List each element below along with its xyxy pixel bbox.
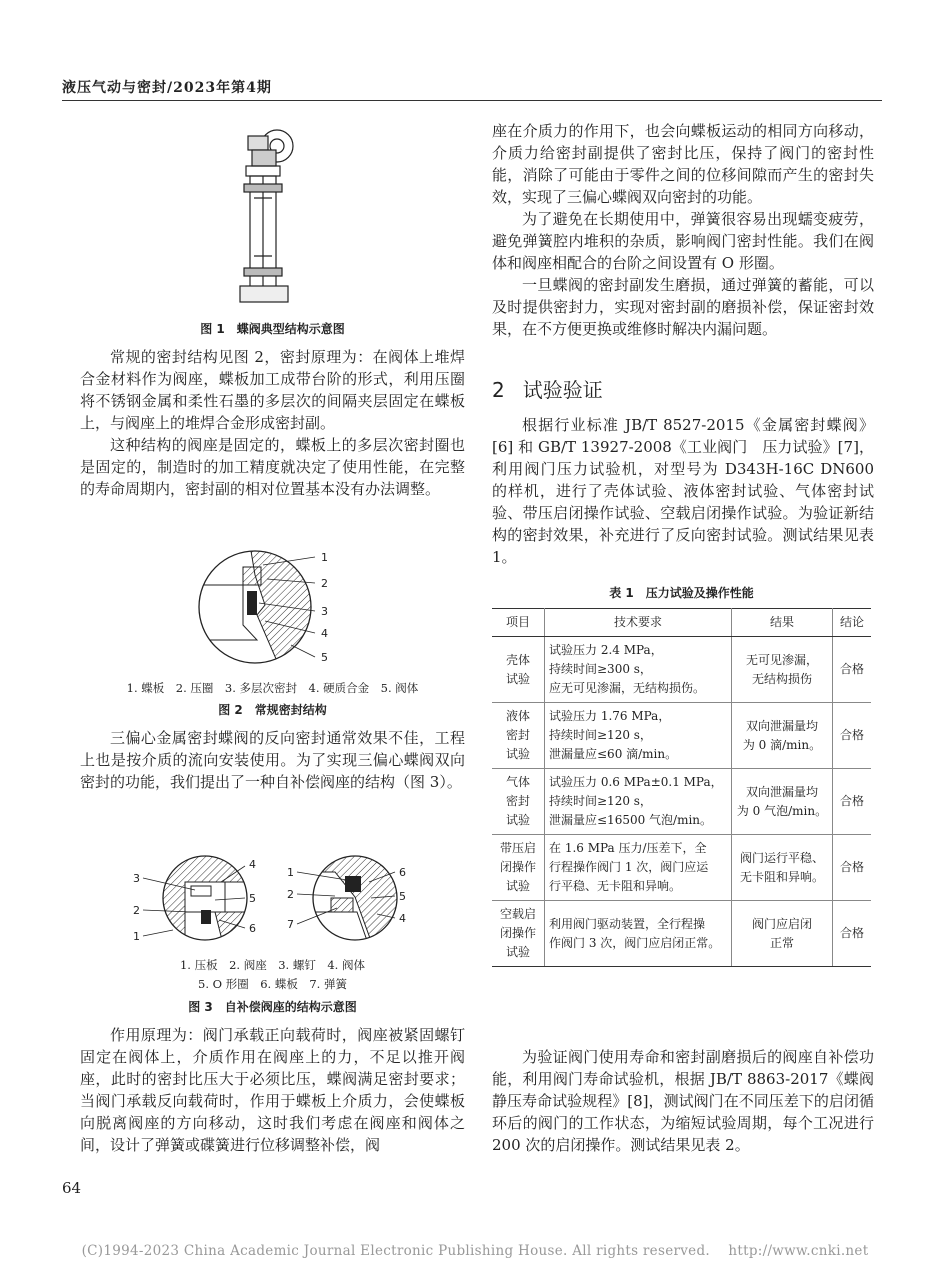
table-cell-item: 空载启 闭操作 试验 (492, 901, 545, 967)
figure2-label: 5 (321, 651, 328, 664)
table-cell-requirement: 试验压力 1.76 MPa， 持续时间≥120 s， 泄漏量应≤60 滴/min。 (545, 703, 732, 769)
journal-header: 液压气动与密封/2023年第4期 (62, 80, 272, 96)
table-cell-result: 双向泄漏量均 为 0 滴/min。 (732, 703, 833, 769)
table-header-cell: 项目 (492, 609, 545, 637)
table-header-cell: 结果 (732, 609, 833, 637)
table-cell-conclusion: 合格 (833, 637, 872, 703)
table-cell-requirement: 试验压力 0.6 MPa±0.1 MPa， 持续时间≥120 s， 泄漏量应≤16500 气泡/min。 (545, 769, 732, 835)
table-row (492, 835, 871, 901)
figure1-caption: 图 1 蝶阀典型结构示意图 (200, 322, 345, 336)
figure3-label: 5 (399, 890, 406, 903)
figure3-label: 5 (249, 892, 256, 905)
figure2-seal-drawing (195, 545, 355, 675)
figure3-label: 1 (133, 930, 140, 943)
figure3-label: 6 (249, 922, 256, 935)
figure2-caption: 图 2 常规密封结构 (218, 703, 327, 717)
table-cell-result: 双向泄漏量均 为 0 气泡/min。 (732, 769, 833, 835)
right-paragraph-2: 为了避免在长期使用中，弹簧很容易出现蠕变疲劳，避免弹簧腔内堆积的杂质，影响阀门密封性能。我们在阀体和阀座相配合的台阶之间设置有 O 形圈。 (492, 210, 874, 272)
figure3-caption: 图 3 自补偿阀座的结构示意图 (188, 1000, 357, 1014)
table-cell-conclusion: 合格 (833, 703, 872, 769)
header-rule (62, 100, 882, 101)
table1-caption: 表 1 压力试验及操作性能 (609, 586, 754, 600)
table-cell-item: 壳体 试验 (492, 637, 545, 703)
figure3-label: 1 (287, 866, 294, 879)
table-cell-item: 液体 密封 试验 (492, 703, 545, 769)
right-paragraph-3: 一旦蝶阀的密封副发生磨损，通过弹簧的蓄能，可以及时提供密封力，实现对密封副的磨损补偿，保证密封效果，在不方便更换或维修时解决内漏问题。 (492, 276, 874, 338)
table-cell-requirement: 试验压力 2.4 MPa， 持续时间≥300 s， 应无可见渗漏，无结构损伤。 (545, 637, 732, 703)
table-row (492, 637, 871, 703)
table1 (492, 608, 871, 967)
figure2-label: 2 (321, 577, 328, 590)
section-title: 试验验证 (522, 378, 603, 402)
figure3-label: 4 (249, 858, 256, 871)
figure2-legend: 1. 蝶板 2. 压圈 3. 多层次密封 4. 硬质合金 5. 阀体 (126, 681, 419, 695)
section-number: 2 (492, 378, 505, 402)
table-cell-result: 阀门应启闭 正常 (732, 901, 833, 967)
figure2-label: 3 (321, 605, 328, 618)
table-header-row (492, 609, 871, 637)
table-cell-result: 阀门运行平稳、 无卡阻和异响。 (732, 835, 833, 901)
table-cell-conclusion: 合格 (833, 901, 872, 967)
figure1-valve-drawing (230, 128, 310, 308)
right-paragraph-1: 座在介质力的作用下，也会向蝶板运动的相同方向移动，介质力给密封副提供了密封比压，保持了阀门的密封性能，消除了可能由于零件之间的位移间隙而产生的密封失效，实现了三偏心蝶阀双向密封的功能。 (492, 122, 874, 206)
left-paragraph-2: 这种结构的阀座是固定的，蝶板上的多层次密封圈也是固定的，制造时的加工精度就决定了使用性能，在完整的寿命周期内，密封副的相对位置基本没有办法调整。 (80, 436, 465, 498)
table-cell-item: 带压启 闭操作 试验 (492, 835, 545, 901)
section-heading (492, 374, 621, 403)
table-row (492, 769, 871, 835)
table-header-cell: 结论 (833, 609, 872, 637)
figure3-label: 3 (133, 872, 140, 885)
table-cell-requirement: 在 1.6 MPa 压力/压差下，全 行程操作阀门 1 次，阀门应运 行平稳、无卡阻和异响。 (545, 835, 732, 901)
left-paragraph-3: 三偏心金属密封蝶阀的反向密封通常效果不佳，工程上也是按介质的流向安装使用。为了实现三偏心蝶阀双向密封的功能，我们提出了一种自补偿阀座的结构（图 3）。 (80, 729, 465, 791)
table-cell-conclusion: 合格 (833, 835, 872, 901)
page-number: 64 (62, 1179, 82, 1197)
table-cell-conclusion: 合格 (833, 769, 872, 835)
left-paragraph-4: 作用原理为：阀门承载正向载荷时，阀座被紧固螺钉固定在阀体上，介质作用在阀座上的力，不足以推开阀座，此时的密封比压大于必须比压，蝶阀满足密封要求；当阀门承载反向载荷时，作用于蝶板上介质力，会使蝶板向脱离阀座的方向移动，这时我们考虑在阀座和阀体之间，设计了弹簧或碟簧进行位移调整补偿，阀 (80, 1026, 465, 1154)
figure3-label: 6 (399, 866, 406, 879)
figure3-self-compensating-seat-drawing (125, 852, 425, 952)
figure3-label: 2 (133, 904, 140, 917)
figure3-label: 2 (287, 888, 294, 901)
figure3-legend-line-1: 1. 压板 2. 阀座 3. 螺钉 4. 阀体 (179, 958, 365, 972)
table-cell-item: 气体 密封 试验 (492, 769, 545, 835)
table-row (492, 703, 871, 769)
table-header-cell: 技术要求 (545, 609, 732, 637)
table-cell-result: 无可见渗漏， 无结构损伤 (732, 637, 833, 703)
figure2-label: 1 (321, 551, 328, 564)
figure3-label: 7 (287, 918, 294, 931)
figure2-label: 4 (321, 627, 328, 640)
figure3-label: 4 (399, 912, 406, 925)
copyright-footer: (C)1994-2023 China Academic Journal Electronic Publishing House. All rights reserved. http://www.cnki.net (81, 1243, 869, 1259)
right-paragraph-5: 为验证阀门使用寿命和密封副磨损后的阀座自补偿功能，利用阀门寿命试验机，根据 JB/T 8863-2017《蝶阀 静压寿命试验规程》[8]，测试阀门在不同压差下的启闭循环后的阀门的工作状态，为缩短试验周期，每个工况进行 200 次的启闭操作。测试结果见表 2。 (492, 1048, 890, 1154)
left-paragraph-1: 常规的密封结构见图 2，密封原理为：在阀体上堆焊合金材料作为阀座，蝶板加工成带台阶的形式，利用压圈将不锈钢金属和柔性石墨的多层次的间隔夹层固定在蝶板上，与阀座上的堆焊合金形成密封副。 (80, 348, 465, 432)
table-row (492, 901, 871, 967)
table-cell-requirement: 利用阀门驱动装置，全行程操 作阀门 3 次，阀门应启闭正常。 (545, 901, 732, 967)
right-paragraph-4: 根据行业标准 JB/T 8527-2015《金属密封蝶阀》[6] 和 GB/T 13927-2008《工业阀门 压力试验》[7]，利用阀门压力试验机，对型号为 D343H-16C DN600 的样机，进行了壳体试验、液体密封试验、气体密封试验、带压启闭操作试验、空载启闭操作试验。为验证新结构的密封效果，补充进行了反向密封试验。测试结果见表 1。 (492, 416, 874, 566)
figure3-legend-line-2: 5. O 形圈 6. 蝶板 7. 弹簧 (198, 977, 347, 991)
